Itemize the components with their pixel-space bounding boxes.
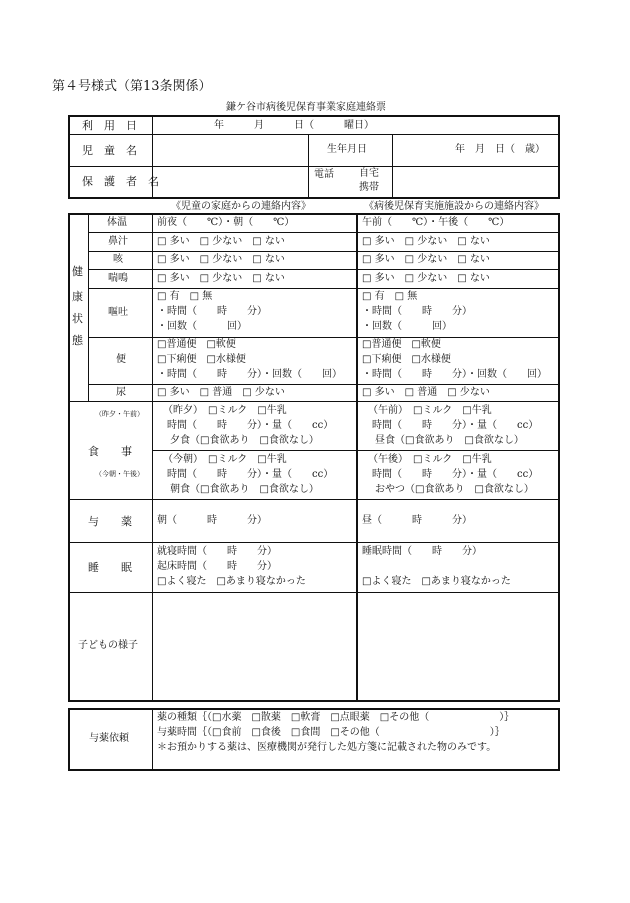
meal-facility-am-time[interactable]: 時間（ 時 分）・量（ cc） [372, 420, 539, 431]
request-note: ＊お預かりする薬は、医療機関が発行した処方箋に記載された物のみです。 [157, 742, 497, 753]
meal-label: 食 事 [88, 445, 132, 458]
meal-home-note: （昨夕・午前） [95, 410, 144, 418]
cough-home-options[interactable]: □ 多い □ 少ない □ ない [157, 254, 285, 265]
medicine-home-time[interactable]: 朝（ 時 分） [157, 515, 267, 526]
mobile-phone-label: 携帯 [359, 182, 379, 193]
urine-facility-options[interactable]: □ 多い □ 普通 □ 少ない [362, 387, 490, 398]
sleep-facility-quality[interactable]: □よく寝た □あまり寝なかった [362, 576, 511, 587]
meal-facility-note: （今朝・午後） [95, 470, 144, 478]
sleep-home-bedtime[interactable]: 就寝時間（ 時 分） [157, 546, 277, 557]
guardian-label: 保 護 者 名 [82, 175, 159, 188]
urine-label: 尿 [116, 387, 126, 398]
health-group-char-3: 状 [72, 312, 83, 325]
facility-section-header: 《病後児保育実施施設からの連絡内容》 [364, 201, 544, 212]
vomit-label: 嘔吐 [108, 307, 128, 318]
stool-home-time-count[interactable]: ・時間（ 時 分）・回数（ 回） [157, 369, 342, 380]
request-medicine-timing[interactable]: 与薬時間｛（□食前 □食後 □食間 □その他（ ）｝ [157, 727, 505, 738]
birth-date-field[interactable]: 年 月 日（ 歳） [455, 144, 545, 155]
stool-home-type-1[interactable]: □普通便 □軟便 [157, 339, 236, 350]
wheeze-facility-options[interactable]: □ 多い □ 少ない □ ない [362, 273, 490, 284]
sleep-home-waketime[interactable]: 起床時間（ 時 分） [157, 561, 277, 572]
meal-facility-pm-milk[interactable]: （午後） □ミルク □牛乳 [368, 454, 492, 465]
temp-label: 体温 [107, 217, 127, 228]
usage-date-field[interactable]: 年 月 日（ 曜日） [214, 120, 374, 131]
sleep-home-quality[interactable]: □よく寝た □あまり寝なかった [157, 576, 306, 587]
meal-home-evening-milk[interactable]: （昨夕） □ミルク □牛乳 [163, 405, 287, 416]
medicine-facility-time[interactable]: 昼（ 時 分） [362, 515, 472, 526]
vomit-facility-count[interactable]: ・回数（ 回） [362, 321, 452, 332]
request-label: 与薬依頼 [89, 733, 129, 744]
health-group-char-1: 健 [72, 265, 83, 278]
vomit-facility-presence[interactable]: □ 有 □ 無 [362, 291, 418, 302]
stool-facility-type-1[interactable]: □普通便 □軟便 [362, 339, 441, 350]
health-group-char-4: 態 [72, 334, 83, 347]
stool-label: 便 [116, 354, 126, 365]
temp-facility-field[interactable]: 午前（ ℃）・午後（ ℃） [362, 217, 510, 228]
child-name-label: 児 童 名 [82, 144, 137, 157]
stool-home-type-2[interactable]: □下痢便 □水様便 [157, 354, 246, 365]
temp-home-field[interactable]: 前夜（ ℃）・朝（ ℃） [157, 217, 295, 228]
meal-home-morning-milk[interactable]: （今朝） □ミルク □牛乳 [163, 454, 287, 465]
form-number: 第４号様式（第13条関係） [52, 79, 212, 94]
health-group-char-2: 康 [72, 290, 83, 303]
medicine-label: 与 薬 [88, 515, 132, 528]
meal-facility-snack[interactable]: おやつ（□食欲あり □食欲なし） [375, 484, 534, 495]
nose-facility-options[interactable]: □ 多い □ 少ない □ ない [362, 236, 490, 247]
sleep-facility-duration[interactable]: 睡眠時間（ 時 分） [362, 546, 482, 557]
meal-home-evening-time[interactable]: 時間（ 時 分）・量（ cc） [167, 420, 334, 431]
birth-date-label: 生年月日 [327, 144, 367, 155]
home-phone-label: 自宅 [359, 168, 379, 179]
meal-facility-pm-time[interactable]: 時間（ 時 分）・量（ cc） [372, 469, 539, 480]
vomit-home-count[interactable]: ・回数（ 回） [157, 321, 247, 332]
request-medicine-types[interactable]: 薬の種類｛（□水薬 □散薬 □軟膏 □点眼薬 □その他（ ）｝ [157, 712, 515, 723]
phone-label: 電話 [314, 169, 334, 180]
sleep-label: 睡 眠 [88, 561, 132, 574]
vomit-home-presence[interactable]: □ 有 □ 無 [157, 291, 213, 302]
condition-facility-field[interactable] [359, 594, 557, 699]
urine-home-options[interactable]: □ 多い □ 普通 □ 少ない [157, 387, 285, 398]
usage-date-label: 利 用 日 [82, 119, 137, 132]
meal-home-dinner[interactable]: 夕食（□食欲あり □食欲なし） [170, 435, 319, 446]
meal-facility-lunch[interactable]: 昼食（□食欲あり □食欲なし） [375, 435, 524, 446]
meal-facility-am-milk[interactable]: （午前） □ミルク □牛乳 [368, 405, 492, 416]
wheeze-home-options[interactable]: □ 多い □ 少ない □ ない [157, 273, 285, 284]
nose-label: 鼻汁 [108, 236, 128, 247]
nose-home-options[interactable]: □ 多い □ 少ない □ ない [157, 236, 285, 247]
meal-home-morning-time[interactable]: 時間（ 時 分）・量（ cc） [167, 469, 334, 480]
cough-label: 咳 [113, 254, 123, 265]
form-title: 鎌ケ谷市病後児保育事業家庭連絡票 [226, 102, 386, 113]
condition-home-field[interactable] [154, 594, 355, 699]
condition-label: 子どもの様子 [78, 640, 138, 651]
stool-facility-type-2[interactable]: □下痢便 □水様便 [362, 354, 451, 365]
stool-facility-time-count[interactable]: ・時間（ 時 分）・回数（ 回） [362, 369, 547, 380]
cough-facility-options[interactable]: □ 多い □ 少ない □ ない [362, 254, 490, 265]
home-section-header: 《児童の家庭からの連絡内容》 [171, 201, 311, 212]
vomit-facility-time[interactable]: ・時間（ 時 分） [362, 306, 472, 317]
meal-home-breakfast[interactable]: 朝食（□食欲あり □食欲なし） [170, 484, 319, 495]
wheeze-label: 喘鳴 [108, 273, 128, 284]
vomit-home-time[interactable]: ・時間（ 時 分） [157, 306, 267, 317]
